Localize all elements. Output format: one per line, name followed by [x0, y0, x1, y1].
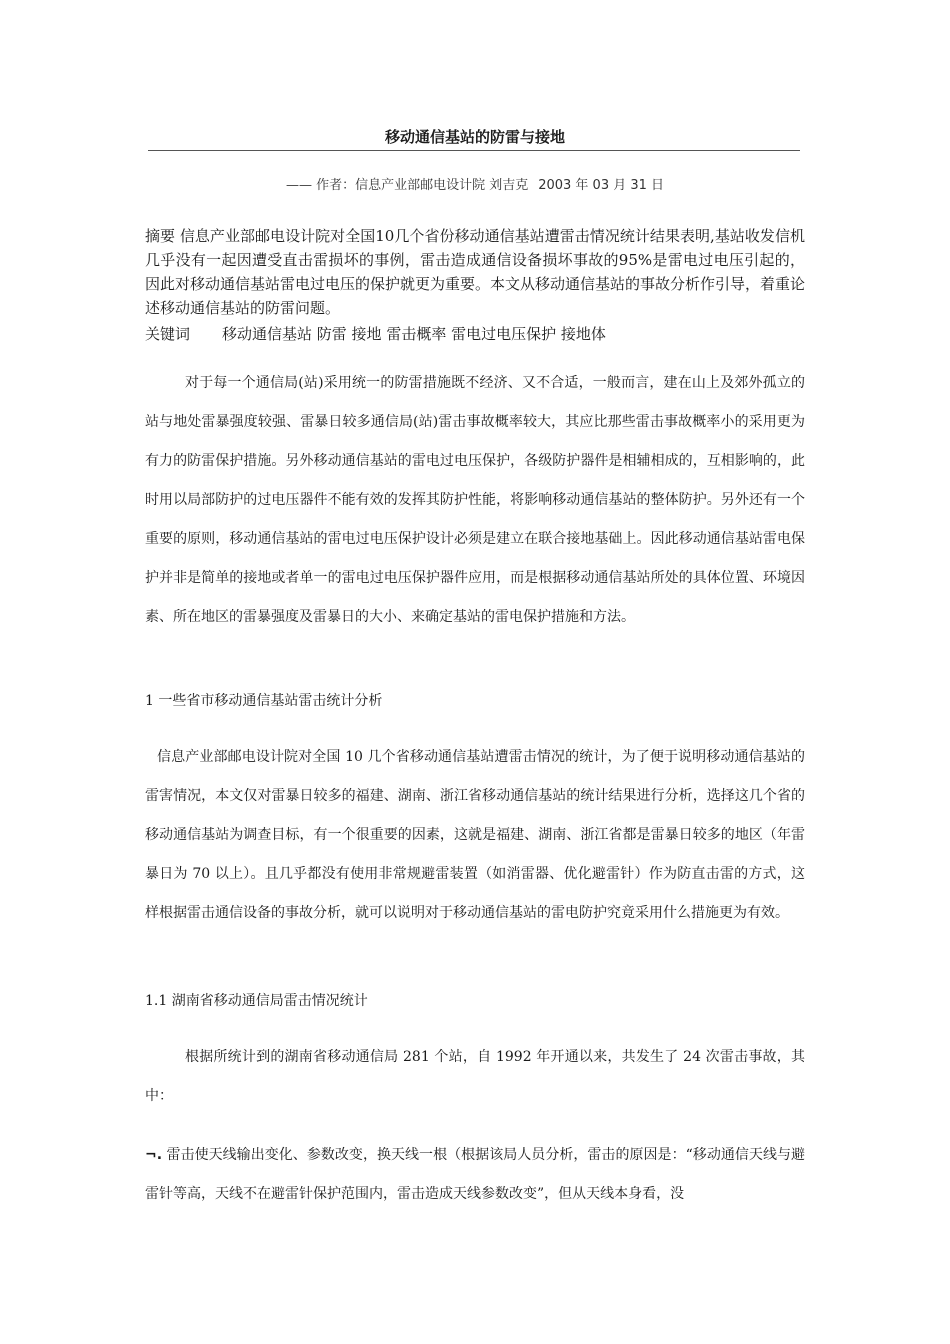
- byline: [0, 176, 950, 196]
- publish-date: 2003 年 03 月 31 日: [538, 178, 665, 193]
- intro-paragraph: 对于每一个通信局(站)采用统一的防雷措施既不经济、又不合适，一般而言，建在山上及郊外孤立的站与地处雷暴强度较强、雷暴日较多通信局(站)雷击事故概率较大，其应比那些雷击事故概率小的采用更为有力的防雷保护措施。另外移动通信基站的雷电过电压保护，各级防护器件是相辅相成的，互相影响的，此时用以局部防护的过电压器件不能有效的发挥其防护性能，将影响移动通信基站的整体防护。另外还有一个重要的原则，移动通信基站的雷电过电压保护设计必须是建立在联合接地基础上。因此移动通信基站雷电保护并非是简单的接地或者单一的雷电过电压保护器件应用，而是根据移动通信基站所处的具体位置、环境因素、所在地区的雷暴强度及雷暴日的大小、来确定基站的雷电保护措施和方法。: [145, 375, 805, 625]
- keywords-label: 关键词: [145, 325, 191, 343]
- title-divider: [148, 150, 800, 151]
- section-1-1-paragraph: 根据所统计到的湖南省移动通信局 281 个站，自 1992 年开通以来，共发生了 24 次雷击事故，其中：: [145, 1049, 805, 1104]
- section-1-paragraph: 信息产业部邮电设计院对全国 10 几个省移动通信基站遭雷击情况的统计，为了便于说明移动通信基站的雷害情况，本文仅对雷暴日较多的福建、湖南、浙江省移动通信基站的统计结果进行分析，选择这几个省的移动通信基站为调查目标，有一个很重要的因素，这就是福建、湖南、浙江省都是雷暴日较多的地区（年雷暴日为 70 以上）。且几乎都没有使用非常规避雷装置（如消雷器、优化避雷针）作为防直击雷的方式，这样根据雷击通信设备的事故分析，就可以说明对于移动通信基站的雷电防护究竟采用什么措施更为有效。: [145, 749, 805, 921]
- list-item: [145, 1136, 805, 1214]
- section-1-1-heading: 1.1 湖南省移动通信局雷击情况统计: [145, 993, 368, 1009]
- list-item-text: 雷击使天线输出变化、参数改变，换天线一根（根据该局人员分析，雷击的原因是：“移动通信天线与避雷针等高，天线不在避雷针保护范围内，雷击造成天线参数改变”，但从天线本身看，没: [145, 1147, 805, 1202]
- list-item-marker: ¬.: [145, 1147, 163, 1163]
- keywords-value: 移动通信基站 防雷 接地 雷击概率 雷电过电压保护 接地体: [222, 325, 606, 343]
- author-line: —— 作者：信息产业部邮电设计院 刘吉克: [285, 178, 529, 193]
- section-1-heading: 1 一些省市移动通信基站雷击统计分析: [145, 693, 383, 709]
- keywords: [145, 322, 805, 346]
- article-title: 移动通信基站的防雷与接地: [384, 128, 565, 146]
- abstract: 摘要 信息产业部邮电设计院对全国10几个省份移动通信基站遭雷击情况统计结果表明,基站收发信机几乎没有一起因遭受直击雷损坏的事例，雷击造成通信设备损坏事故的95%是雷电过电压引起的，因此对移动通信基站雷电过电压的保护就更为重要。本文从移动通信基站的事故分析作引导，着重论述移动通信基站的防雷问题。: [145, 227, 806, 317]
